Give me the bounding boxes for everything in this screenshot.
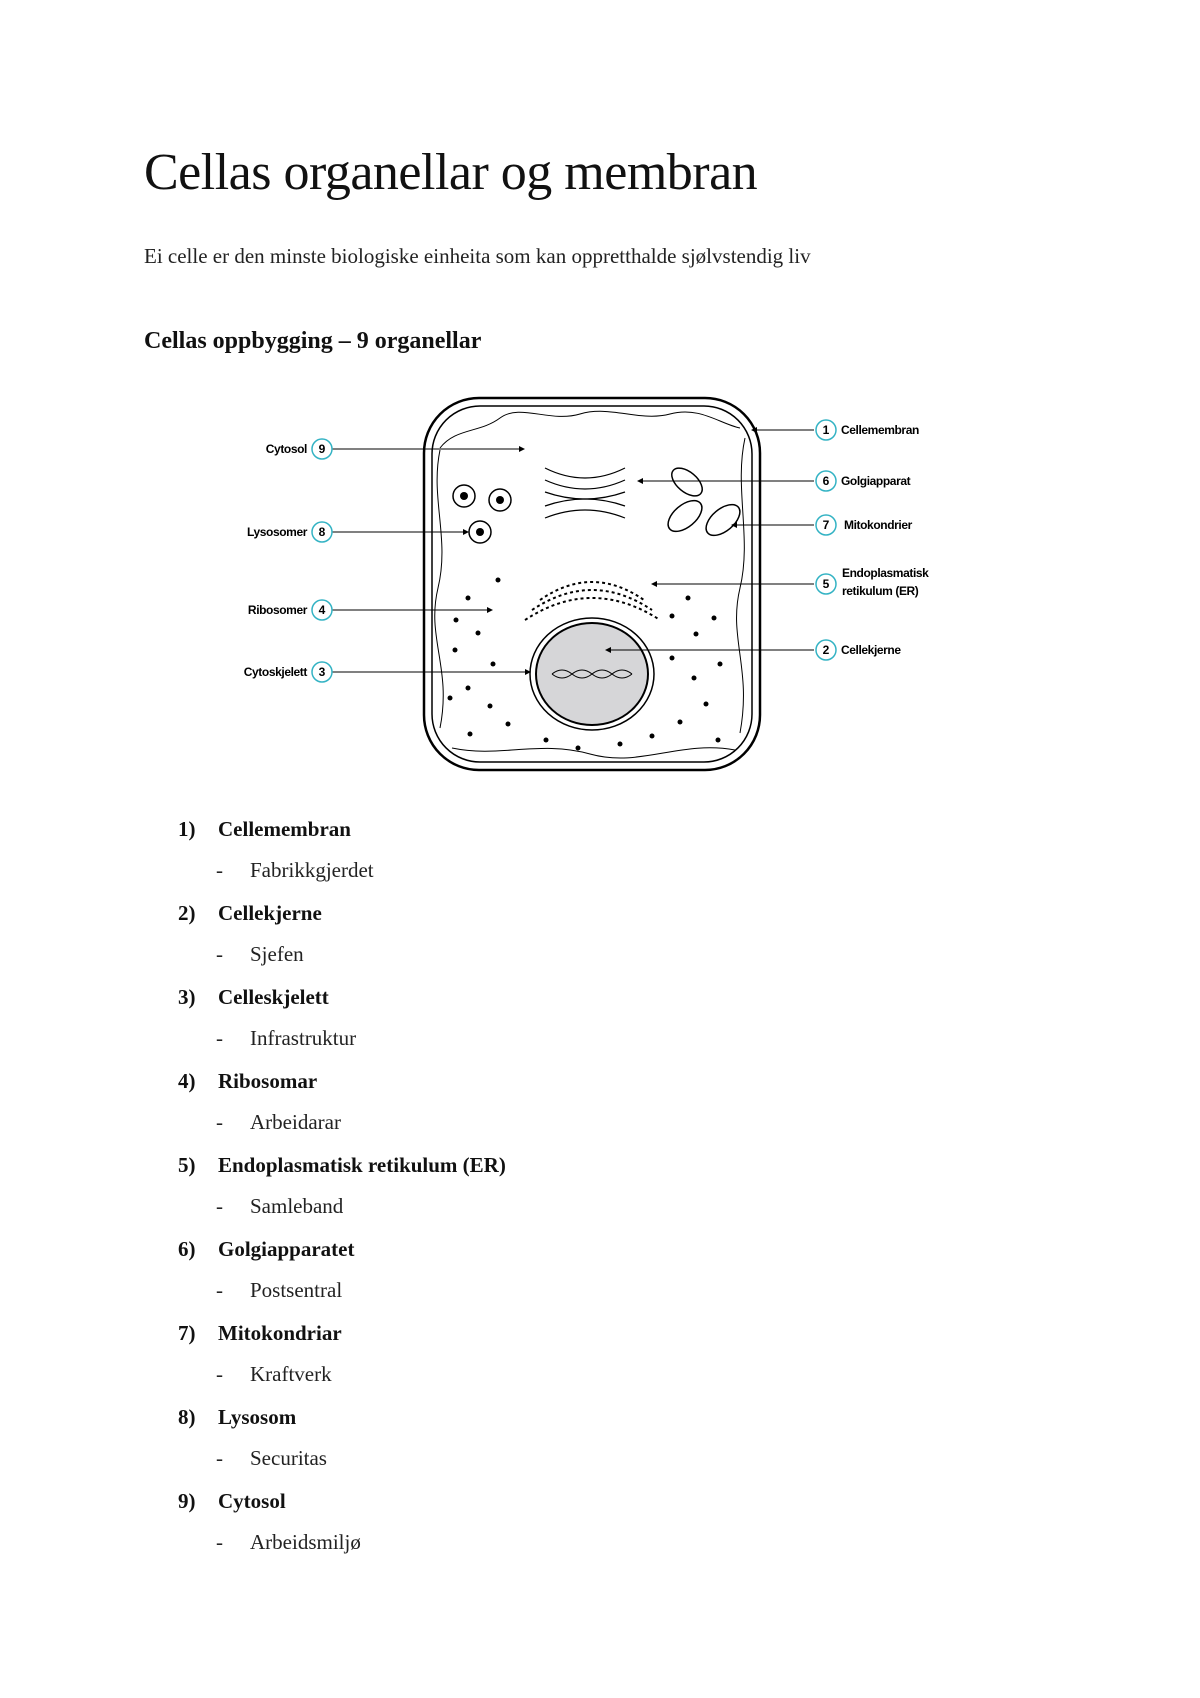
organelle-description: Arbeidarar: [250, 1110, 341, 1134]
organelle-name: Mitokondriar: [218, 1321, 342, 1345]
list-item: [178, 1066, 1078, 1150]
label-cytoskjelett: Cytoskjelett: [243, 665, 307, 679]
item-number: 7): [178, 1321, 196, 1345]
organelle-name: Cellemembran: [218, 817, 351, 841]
dash-bullet: -: [216, 1110, 223, 1134]
label-number-ribosomer: 4: [318, 603, 326, 617]
item-number: 4): [178, 1069, 196, 1093]
label-cellekjerne: Cellekjerne: [841, 643, 901, 657]
organelle-description: Samleband: [250, 1194, 344, 1218]
list-item: [178, 1150, 1078, 1234]
organelle-description: Securitas: [250, 1446, 327, 1470]
item-number: 6): [178, 1237, 196, 1261]
mitochondria: [663, 463, 746, 542]
list-item: [178, 982, 1078, 1066]
organelle-description: Sjefen: [250, 942, 304, 966]
label-number-cytoskjelett: 3: [318, 665, 326, 679]
dash-bullet: -: [216, 1194, 223, 1218]
label-number-mitokondrier: 7: [822, 518, 830, 532]
dash-bullet: -: [216, 1446, 223, 1470]
dash-bullet: -: [216, 1530, 223, 1554]
golgi-apparatus: [545, 468, 625, 518]
organelle-description: Kraftverk: [250, 1362, 332, 1386]
label-number-lysosomer: 8: [318, 525, 326, 539]
dash-bullet: -: [216, 942, 223, 966]
label-mitokondrier: Mitokondrier: [844, 518, 912, 532]
label-lysosomer: Lysosomer: [247, 525, 307, 539]
organelle-name: Golgiapparatet: [218, 1237, 355, 1261]
list-item: [178, 1486, 1078, 1570]
organelle-list: [178, 814, 1078, 1570]
organelle-name: Cellekjerne: [218, 901, 322, 925]
dash-bullet: -: [216, 1026, 223, 1050]
label-golgiapparat: Golgiapparat: [841, 474, 911, 488]
label-number-er: 5: [822, 577, 830, 591]
dash-bullet: -: [216, 1362, 223, 1386]
list-item: [178, 1234, 1078, 1318]
item-number: 2): [178, 901, 196, 925]
list-item: [178, 814, 1078, 898]
endoplasmic-reticulum: [525, 582, 660, 620]
label-number-golgiapparat: 6: [822, 474, 830, 488]
cytoskeleton-fibre: [435, 450, 443, 728]
organelle-description: Postsentral: [250, 1278, 343, 1302]
organelle-description: Fabrikkgjerdet: [250, 858, 374, 882]
label-number-cellekjerne: 2: [822, 643, 830, 657]
cytoskeleton-fibre: [440, 411, 740, 448]
item-number: 9): [178, 1489, 196, 1513]
list-item: [178, 898, 1078, 982]
label-retikulum: retikulum (ER): [842, 584, 919, 598]
label-cytosol: Cytosol: [265, 442, 307, 456]
section-heading: Cellas oppbygging – 9 organellar: [144, 328, 482, 354]
organelle-name: Celleskjelett: [218, 985, 329, 1009]
organelle-name: Cytosol: [218, 1489, 286, 1513]
list-item: [178, 1402, 1078, 1486]
cell-diagram: [240, 388, 980, 798]
organelle-description: Infrastruktur: [250, 1026, 357, 1050]
item-number: 5): [178, 1153, 196, 1177]
item-number: 3): [178, 985, 196, 1009]
organelle-name: Lysosom: [218, 1405, 297, 1429]
item-number: 8): [178, 1405, 196, 1429]
organelle-name: Ribosomar: [218, 1069, 318, 1093]
dash-bullet: -: [216, 858, 223, 882]
page-title: Cellas organellar og membran: [144, 144, 758, 201]
label-endoplasmatisk: Endoplasmatisk: [842, 566, 929, 580]
label-ribosomer: Ribosomer: [247, 603, 307, 617]
item-number: 1): [178, 817, 196, 841]
organelle-name: Endoplasmatisk retikulum (ER): [218, 1153, 506, 1177]
cytoskeleton-fibre: [737, 438, 745, 733]
label-cellemembran: Cellemembran: [841, 423, 919, 437]
label-number-cellemembran: 1: [822, 423, 830, 437]
label-number-cytosol: 9: [318, 442, 326, 456]
dash-bullet: -: [216, 1278, 223, 1302]
page-subtitle: Ei celle er den minste biologiske einheita som kan oppretthalde sjølvstendig liv: [144, 244, 811, 268]
organelle-description: Arbeidsmiljø: [250, 1530, 361, 1554]
cytoskeleton-fibre: [452, 748, 735, 758]
list-item: [178, 1318, 1078, 1402]
